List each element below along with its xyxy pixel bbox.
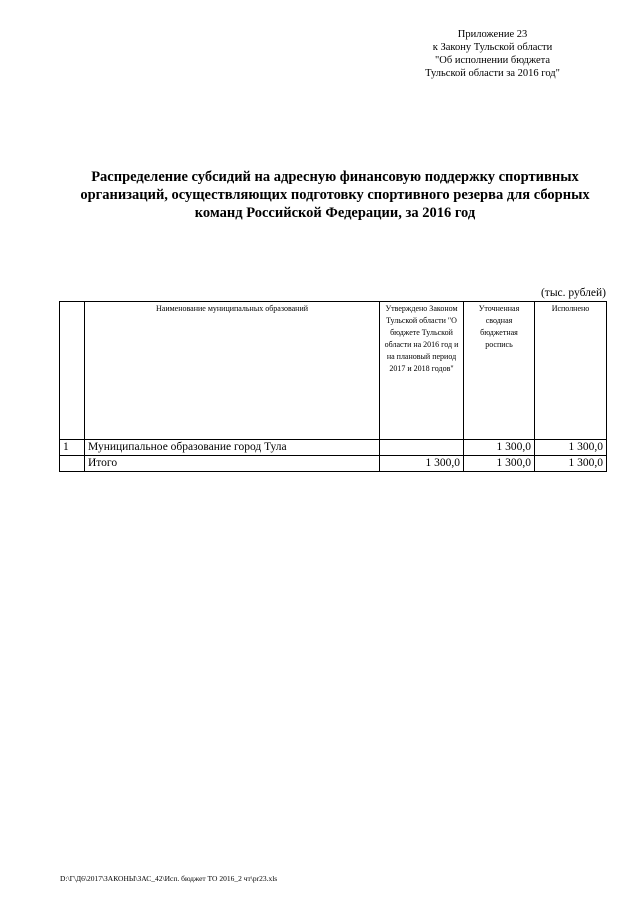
- row-refined: 1 300,0: [464, 440, 535, 456]
- table-row: [60, 440, 607, 456]
- document-title: [60, 168, 610, 222]
- appendix-line-4: Тульской области за 2016 год": [425, 68, 560, 79]
- header-index: [60, 302, 85, 440]
- appendix-line-3: "Об исполнении бюджета: [435, 55, 550, 66]
- total-refined: 1 300,0: [464, 456, 535, 472]
- total-name: Итого: [85, 456, 380, 472]
- row-name: Муниципальное образование город Тула: [85, 440, 380, 456]
- title-line-1: Распределение субсидий на адресную финансовую поддержку спортивных: [91, 169, 579, 185]
- header-name: Наименование муниципальных образований: [85, 302, 380, 440]
- header-refined: Уточненная сводная бюджетная роспись: [464, 302, 535, 440]
- title-line-2: организаций, осуществляющих подготовку спортивного резерва для сборных: [80, 187, 590, 203]
- total-row: [60, 456, 607, 472]
- file-path-footer: D:\Г\Д6\2017\ЗАКОНЫ\ЗАС_42\Исп. бюджет ТО 2016_2 чт\pr23.xls: [60, 874, 278, 883]
- subsidy-table: [59, 301, 607, 472]
- total-index: [60, 456, 85, 472]
- title-line-3: команд Российской Федерации, за 2016 год: [194, 205, 476, 221]
- row-approved: [380, 440, 464, 456]
- total-executed: 1 300,0: [535, 456, 607, 472]
- appendix-note: [400, 28, 585, 80]
- header-executed: Исполнено: [535, 302, 607, 440]
- appendix-line-1: Приложение 23: [457, 29, 528, 40]
- table-header-row: [60, 302, 607, 440]
- row-index: 1: [60, 440, 85, 456]
- units-label: (тыс. рублей): [540, 287, 606, 299]
- total-approved: 1 300,0: [380, 456, 464, 472]
- row-executed: 1 300,0: [535, 440, 607, 456]
- header-approved: Утверждено Законом Тульской области "О бюджете Тульской области на 2016 год и на плановый период 2017 и 2018 годов": [380, 302, 464, 440]
- appendix-line-2: к Закону Тульской области: [432, 42, 553, 53]
